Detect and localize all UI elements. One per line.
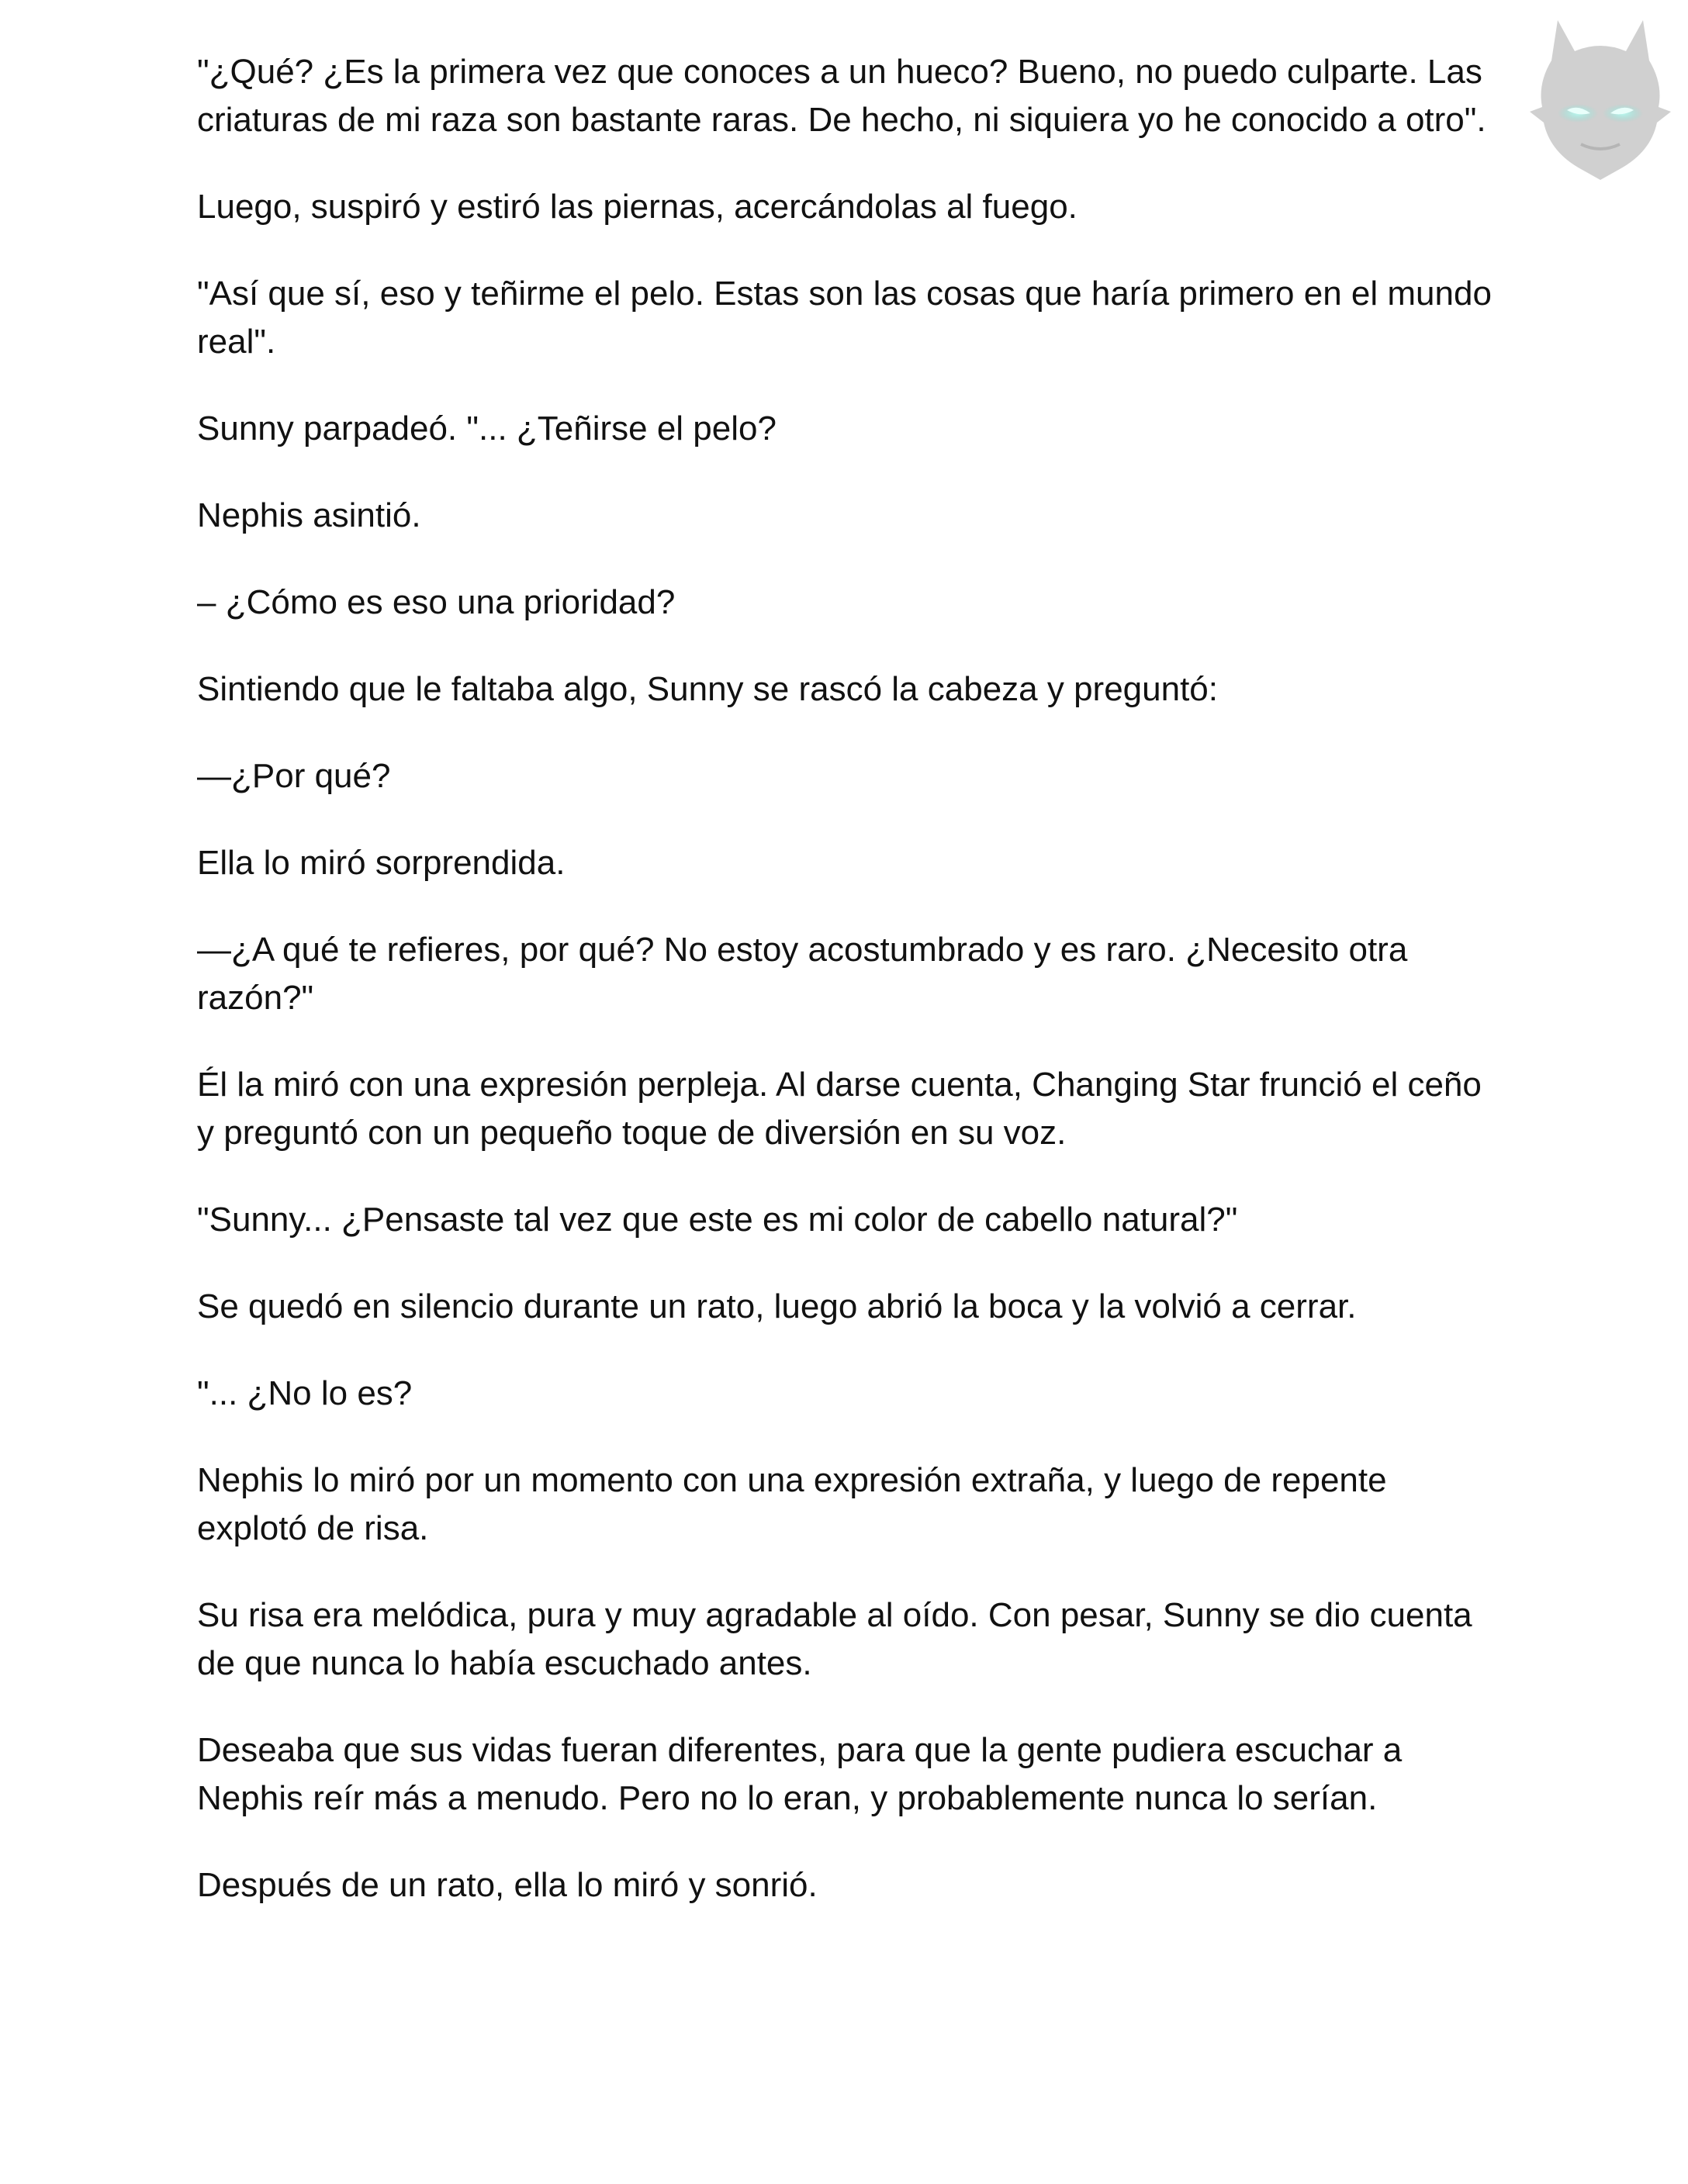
paragraph: Nephis asintió. (197, 496, 421, 534)
paragraph: —¿A qué te refieres, por qué? No estoy acostumbrado y es raro. ¿Necesito otra razón?" (197, 931, 1408, 1017)
horned-demon-head-icon (1527, 14, 1674, 185)
paragraph: Nephis lo miró por un momento con una expresión extraña, y luego de repente explotó de risa. (197, 1461, 1387, 1547)
paragraph: Sunny parpadeó. "... ¿Teñirse el pelo? (197, 410, 777, 448)
paragraph: Luego, suspiró y estiró las piernas, acercándolas al fuego. (197, 188, 1077, 226)
paragraph: Deseaba que sus vidas fueran diferentes, para que la gente pudiera escuchar a Nephis reír más a menudo. Pero no lo eran, y probablemente nunca lo serían. (197, 1731, 1403, 1817)
paragraph: "Sunny... ¿Pensaste tal vez que este es mi color de cabello natural?" (197, 1201, 1238, 1239)
paragraph: Ella lo miró sorprendida. (197, 844, 566, 882)
paragraph: Él la miró con una expresión perpleja. Al darse cuenta, Changing Star frunció el ceño y preguntó con un pequeño toque de diversión en su voz. (197, 1066, 1482, 1152)
paragraph: Se quedó en silencio durante un rato, luego abrió la boca y la volvió a cerrar. (197, 1287, 1357, 1325)
paragraph: "¿Qué? ¿Es la primera vez que conoces a un hueco? Bueno, no puedo culparte. Las criaturas de mi raza son bastante raras. De hecho, ni siquiera yo he conocido a otro". (197, 53, 1486, 139)
paragraph: Sintiendo que le faltaba algo, Sunny se rascó la cabeza y preguntó: (197, 670, 1219, 708)
paragraph: "... ¿No lo es? (197, 1374, 413, 1412)
paragraph: Después de un rato, ella lo miró y sonrió. (197, 1866, 818, 1904)
paragraph: —¿Por qué? (197, 757, 391, 795)
paragraph: – ¿Cómo es eso una prioridad? (197, 583, 676, 621)
paragraph: Su risa era melódica, pura y muy agradable al oído. Con pesar, Sunny se dio cuenta de que nunca lo había escuchado antes. (197, 1596, 1472, 1682)
document-body (197, 48, 1500, 1948)
paragraph: "Así que sí, eso y teñirme el pelo. Estas son las cosas que haría primero en el mundo real". (197, 275, 1492, 361)
